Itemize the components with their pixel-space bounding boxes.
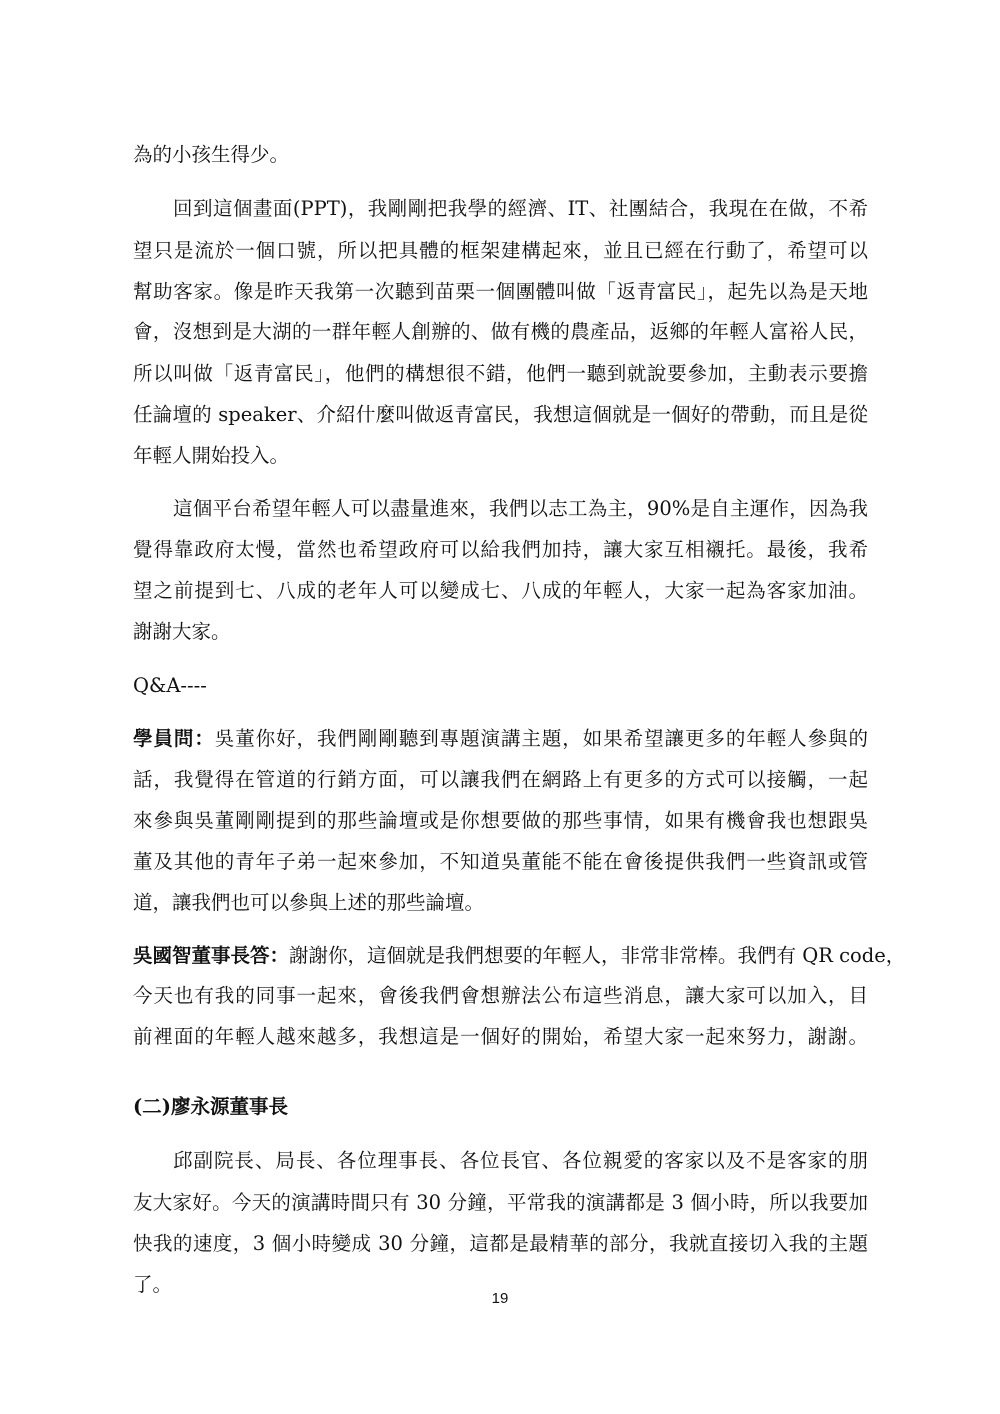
- page-number: 19: [491, 1290, 509, 1307]
- paragraph-line: 前裡面的年輕人越來越多，我想這是一個好的開始，希望大家一起來努力，謝謝。: [133, 1025, 868, 1048]
- paragraph-line: 友大家好。今天的演講時間只有 30 分鐘，平常我的演講都是 3 個小時，所以我要加: [133, 1191, 868, 1214]
- paragraph-line: 這個平台希望年輕人可以盡量進來，我們以志工為主，90%是自主運作，因為我: [173, 497, 868, 520]
- answer-first-line: [133, 943, 906, 969]
- question-speaker: 學員問：: [133, 727, 215, 750]
- paragraph-line: 了。: [133, 1273, 173, 1296]
- qa-heading: Q&A----: [133, 674, 207, 697]
- question-text: 吳董你好，我們剛剛聽到專題演講主題，如果希望讓更多的年輕人參與的: [214, 727, 868, 750]
- paragraph-line: 會，沒想到是大湖的一群年輕人創辦的、做有機的農產品，返鄉的年輕人富裕人民，: [133, 320, 868, 343]
- paragraph-line: 話，我覺得在管道的行銷方面，可以讓我們在網路上有更多的方式可以接觸，一起: [133, 768, 868, 791]
- section-heading: (二)廖永源董事長: [133, 1095, 288, 1118]
- paragraph-line: 邱副院長、局長、各位理事長、各位長官、各位親愛的客家以及不是客家的朋: [173, 1149, 868, 1172]
- paragraph-line: 來參與吳董剛剛提到的那些論壇或是你想要做的那些事情，如果有機會我也想跟吳: [133, 809, 868, 832]
- paragraph-line: 道，讓我們也可以參與上述的那些論壇。: [133, 891, 485, 914]
- paragraph-line: 今天也有我的同事一起來，會後我們會想辦法公布這些消息，讓大家可以加入，目: [133, 984, 868, 1007]
- paragraph-line: 覺得靠政府太慢，當然也希望政府可以給我們加持，讓大家互相襯托。最後，我希: [133, 538, 868, 561]
- paragraph-line: 望之前提到七、八成的老年人可以變成七、八成的年輕人，大家一起為客家加油。: [133, 579, 868, 602]
- paragraph-line: 快我的速度，3 個小時變成 30 分鐘，這都是最精華的部分，我就直接切入我的主題: [133, 1232, 868, 1255]
- answer-text: 謝謝你，這個就是我們想要的年輕人，非常非常棒。我們有 QR code，: [289, 944, 906, 967]
- paragraph-line: 董及其他的青年子弟一起來參加，不知道吳董能不能在會後提供我們一些資訊或管: [133, 850, 868, 873]
- paragraph-line: 年輕人開始投入。: [133, 444, 290, 467]
- paragraph-line: 謝謝大家。: [133, 620, 231, 643]
- paragraph-line: 幫助客家。像是昨天我第一次聽到苗栗一個團體叫做「返青富民」，起先以為是天地: [133, 280, 868, 303]
- paragraph-line: 所以叫做「返青富民」，他們的構想很不錯，他們一聽到就說要參加，主動表示要擔: [133, 362, 868, 385]
- paragraph-line: 為的小孩生得少。: [133, 143, 290, 166]
- paragraph-line: 望只是流於一個口號，所以把具體的框架建構起來，並且已經在行動了，希望可以: [133, 239, 868, 262]
- paragraph-line: 任論壇的 speaker、介紹什麼叫做返青富民，我想這個就是一個好的帶動，而且是從: [133, 403, 868, 426]
- question-first-line: [133, 726, 868, 752]
- paragraph-line: 回到這個畫面(PPT)，我剛剛把我學的經濟、IT、社團結合，我現在在做，不希: [173, 197, 868, 220]
- answer-speaker: 吳國智董事長答：: [133, 944, 290, 967]
